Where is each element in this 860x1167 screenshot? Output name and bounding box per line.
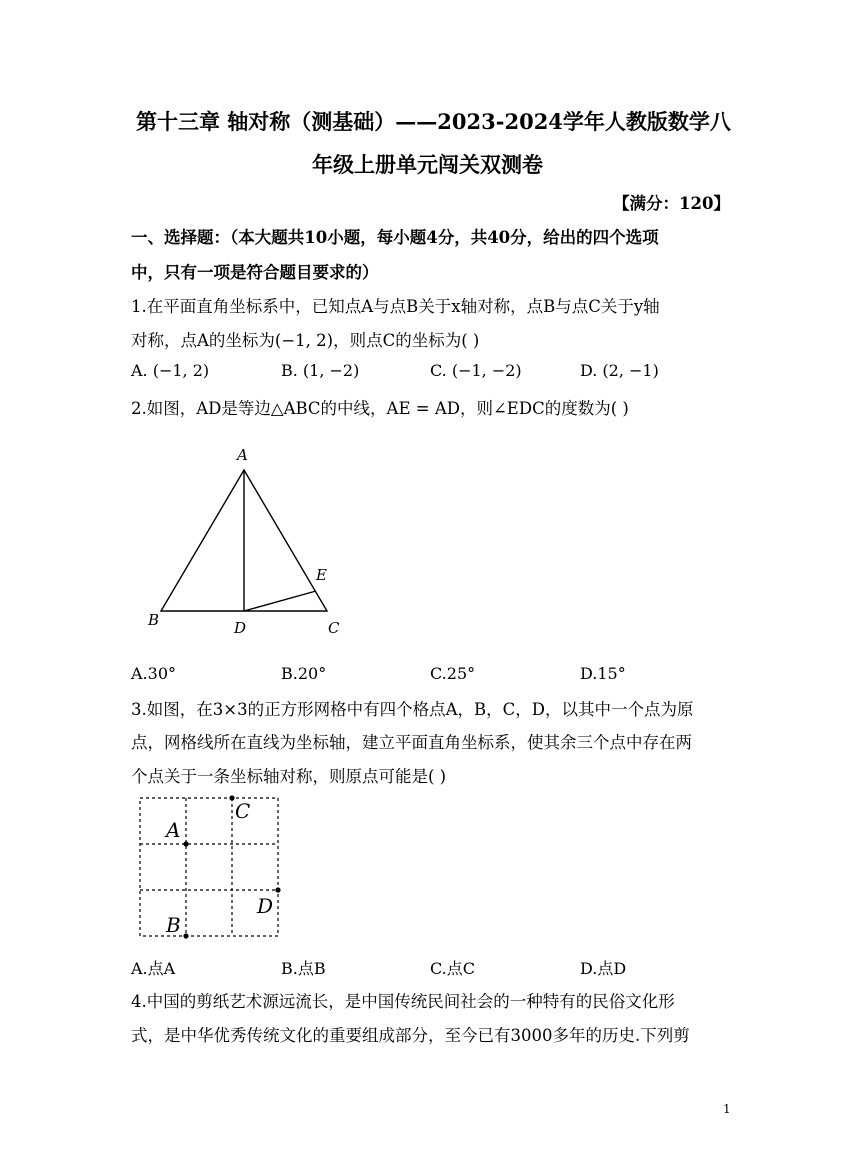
q1-text-line1: 1.在平面直角坐标系中，已知点A与点B关于x轴对称，点B与点C关于y轴	[131, 297, 660, 316]
q2-option-c: C.25°	[430, 664, 476, 683]
q3-option-b: B.点B	[281, 959, 326, 978]
point-c	[229, 795, 234, 800]
segment-de	[244, 591, 316, 611]
q3-option-a: A.点A	[131, 959, 176, 978]
q1-option-a: A. (−1, 2)	[131, 361, 210, 380]
page-number: 1	[723, 1102, 731, 1116]
label-b: B	[166, 913, 181, 937]
doc-title-line1: 第十三章 轴对称（测基础）——2023-2024学年人教版数学八	[136, 109, 731, 134]
q3-grid-figure	[130, 790, 290, 945]
q1-option-c: C. (−1, −2)	[430, 361, 522, 380]
q1-option-d: D. (2, −1)	[580, 361, 659, 380]
label-c: C	[328, 619, 340, 637]
q1-option-b: B. (1, −2)	[281, 361, 360, 380]
q4-text-line2: 式，是中华优秀传统文化的重要组成部分，至今已有3000多年的历史.下列剪	[131, 1026, 690, 1045]
q1-text-line2: 对称，点A的坐标为(−1, 2)，则点C的坐标为( )	[131, 331, 480, 350]
q3-text-line1: 3.如图，在3×3的正方形网格中有四个格点A，B，C，D，以其中一个点为原	[131, 700, 694, 719]
q3-text-line2: 点，网格线所在直线为坐标轴，建立平面直角坐标系，使其余三个点中存在两	[131, 733, 692, 752]
label-a: A	[237, 446, 248, 464]
q3-text-line3: 个点关于一条坐标轴对称，则原点可能是( )	[131, 767, 447, 786]
point-b	[183, 933, 188, 938]
q2-triangle-figure	[140, 440, 350, 640]
label-d: D	[234, 619, 247, 637]
label-c: C	[235, 799, 251, 823]
q3-option-d: D.点D	[580, 959, 627, 978]
point-d	[275, 887, 280, 892]
q2-option-b: B.20°	[281, 664, 327, 683]
full-score: 【满分：120】	[613, 194, 730, 213]
label-a: A	[166, 818, 181, 842]
label-d: D	[257, 894, 274, 918]
section-heading-line2: 中，只有一项是符合题目要求的）	[131, 263, 379, 282]
section-heading-line1: 一、选择题：（本大题共10小题，每小题4分，共40分，给出的四个选项	[131, 228, 659, 247]
q2-text: 2.如图，AD是等边△ABC的中线，AE = AD，则∠EDC的度数为( )	[131, 399, 629, 418]
label-e: E	[316, 566, 327, 584]
doc-title-line2: 年级上册单元闯关双测卷	[312, 152, 543, 177]
q3-option-c: C.点C	[430, 959, 476, 978]
label-b: B	[148, 611, 160, 629]
point-a	[183, 841, 188, 846]
q2-option-a: A.30°	[131, 664, 176, 683]
q2-option-d: D.15°	[580, 664, 626, 683]
q4-text-line1: 4.中国的剪纸艺术源远流长，是中国传统民间社会的一种特有的民俗文化形	[131, 992, 675, 1011]
